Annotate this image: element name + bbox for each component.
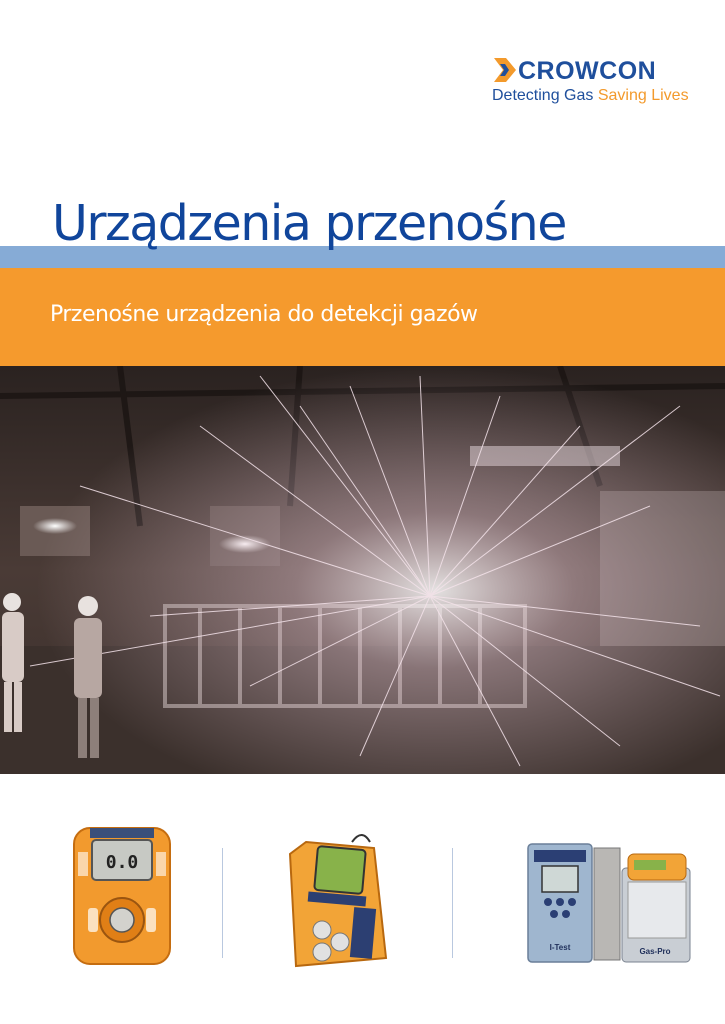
test-station-icon <box>524 842 694 964</box>
page-subtitle: Przenośne urządzenia do detekcji gazów <box>50 302 478 327</box>
product-multi-gas-detector <box>282 834 394 976</box>
single-gas-detector-icon <box>66 822 178 970</box>
logo-tagline-part2: Saving Lives <box>597 87 689 104</box>
product-single-gas-detector <box>66 822 178 970</box>
page-title: Urządzenia przenośne <box>52 195 566 252</box>
logo-tagline-part1: Detecting Gas <box>492 87 594 104</box>
hero-photo <box>0 366 725 774</box>
logo-name: CROWCON <box>518 57 657 85</box>
detector-screen-reading: 0.0 <box>105 852 139 873</box>
crowcon-logo <box>488 56 696 108</box>
foundry-image <box>0 366 725 774</box>
crowcon-logo-icon <box>494 58 516 82</box>
multi-gas-detector-icon <box>282 834 394 976</box>
logo-tagline <box>492 86 689 106</box>
gas-pro-label: Gas-Pro <box>639 947 671 956</box>
product-test-station <box>524 842 694 964</box>
product-divider <box>222 848 223 958</box>
product-divider <box>452 848 453 958</box>
i-test-label: I-Test <box>549 943 571 952</box>
